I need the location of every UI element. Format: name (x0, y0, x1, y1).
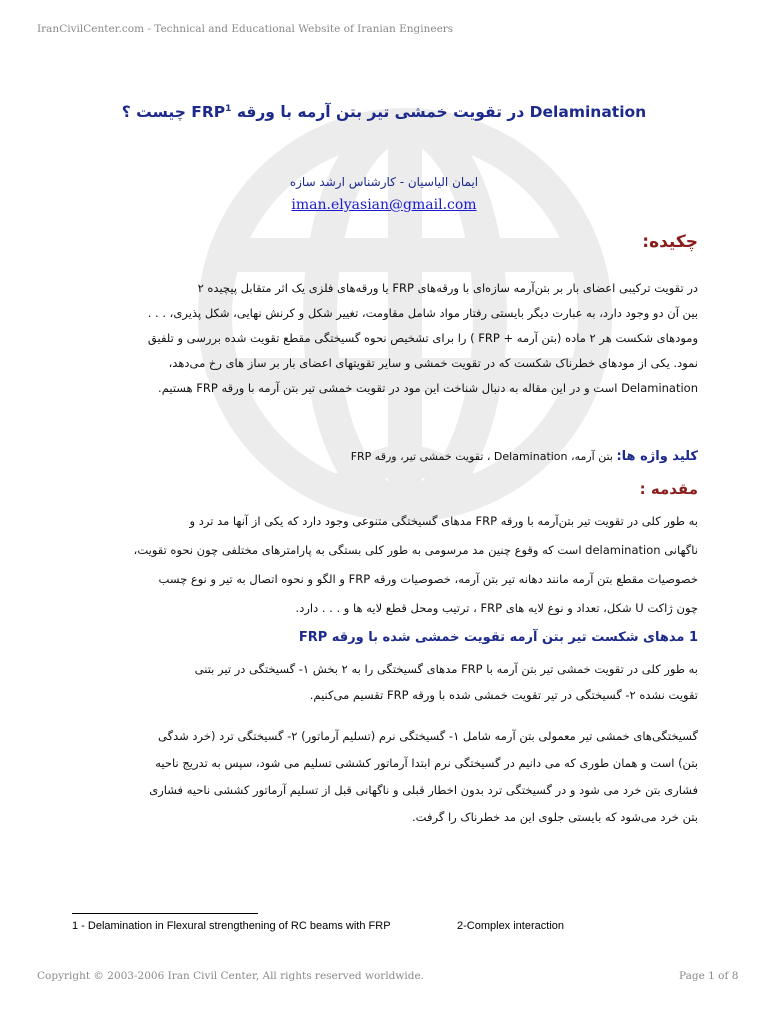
footnote-2: 2-Complex interaction (457, 920, 564, 932)
section-1-line: تقویت نشده ۲- گسیختگی در تیر تقویت خمشی شده با ورقه FRP تقسیم می‌کنیم. (309, 688, 698, 702)
title-suffix: چیست ؟ (121, 103, 192, 121)
keywords-text: بتن آرمه، Delamination ، تقویت خمشی تیر، ورقه FRP (350, 450, 617, 463)
intro-heading: مقدمه : (639, 480, 698, 498)
section-1-heading: 1 مدهای شکست تیر بتن آرمه تقویت خمشی شده با ورقه FRP (298, 630, 698, 645)
footnote-1: 1 - Delamination in Flexural strengthening of RC beams with FRP (72, 920, 391, 932)
footnote-divider (72, 913, 258, 914)
abstract-paragraph (70, 276, 698, 401)
section-1-paragraph-1 (70, 656, 698, 708)
intro-paragraph (70, 507, 698, 623)
intro-line: به طور کلی در تقویت تیر بتن‌آرمه با ورقه FRP مدهای گسیختگی متنوعی وجود دارد که یکی از آنها مد ترد و (189, 514, 698, 528)
section-1-line: بتن) است و همان طوری که می دانیم در گسیختگی نرم ابتدا آرماتور کششی تسلیم می شود، سپس به تدریج ناحیه (155, 756, 698, 770)
section-1-line: فشاری بتن خرد می شود و در گسیختگی ترد بدون اخطار قبلی و ناگهانی قبل از تسلیم آرماتور کششی ناحیه فشاری (149, 783, 698, 797)
intro-line: ناگهانی delamination است که وقوع چنین مد مرسومی به طور کلی بستگی به پارامترهای مختلفی چون نحوه تقویت، (133, 543, 698, 557)
author-email-link[interactable]: iman.elyasian@gmail.com (291, 197, 477, 213)
abstract-line: در تقویت ترکیبی اعضای بار بر بتن‌آرمه سازه‌ای با ورقه‌های FRP یا ورقه‌های فلزی یک اثر متقابل پیچیده ۲ (197, 281, 698, 295)
page-title (60, 103, 708, 121)
abstract-line: Delamination است و در این مقاله به دنبال شناخت این مود در تقویت خمشی تیر بتن آرمه با ورقه FRP هستیم. (158, 381, 698, 395)
section-1-line: به طور کلی در تقویت خمشی تیر بتن آرمه با FRP مدهای گسیختگی را به ۲ بخش ۱- گسیختگی در تیر بتنی (194, 662, 698, 676)
section-1-line: بتن خرد می‌شود که بایستی جلوی این مد خطرناک را گرفت. (412, 810, 698, 824)
abstract-line: نمود. یکی از مودهای خطرناک شکست که در تقویت خمشی و سایر تقویتهای اعضای بار بر ساز های رخ می‌دهد، (168, 356, 698, 370)
page-number: Page 1 of 8 (679, 970, 739, 982)
copyright-text: Copyright © 2003-2006 Iran Civil Center, All rights reserved worldwide. (37, 970, 425, 982)
author-name: ایمان الیاسیان - کارشناس ارشد سازه (289, 175, 479, 189)
abstract-line: ومودهای شکست هر ۲ ماده (بتن آرمه + FRP ) را برای تشخیص نحوه گسیختگی مقطع تقویت شده بررسی و تلفیق (147, 331, 698, 345)
intro-line: چون ژاکت U شکل، تعداد و نوع لایه های FRP ، ترتیب ومحل قطع لایه ها و . . . دارد. (295, 601, 698, 615)
abstract-line: بین آن دو وجود دارد، به عبارت دیگر بایستی رفتار مواد شامل مقاومت، تغییر شکل و کرنش نهایی، شکل پذیری، . . . (147, 306, 698, 320)
abstract-heading: چکیده: (642, 232, 698, 252)
title-prefix: Delamination (529, 103, 647, 121)
title-footnote-mark: 1 (225, 103, 232, 114)
section-1-paragraph-2 (70, 723, 698, 831)
keywords-label: کلید واژه ها: (616, 449, 698, 464)
section-1-line: گسیختگی‌های خمشی تیر معمولی بتن آرمه شامل ۱- گسیختگی نرم (تسلیم آرماتور) ۲- گسیختگی ترد (خرد شدگی (158, 729, 698, 743)
site-header-text: IranCivilCenter.com - Technical and Educational Website of Iranian Engineers (37, 23, 454, 35)
intro-line: خصوصیات مقطع بتن آرمه مانند دهانه تیر بتن آرمه، خصوصیات ورقه FRP و الگو و نحوه اتصال به تیر و نوع چسب (158, 572, 698, 586)
title-main: در تقویت خمشی تیر بتن آرمه با ورقه FRP (191, 103, 530, 121)
keywords-line (351, 449, 698, 464)
